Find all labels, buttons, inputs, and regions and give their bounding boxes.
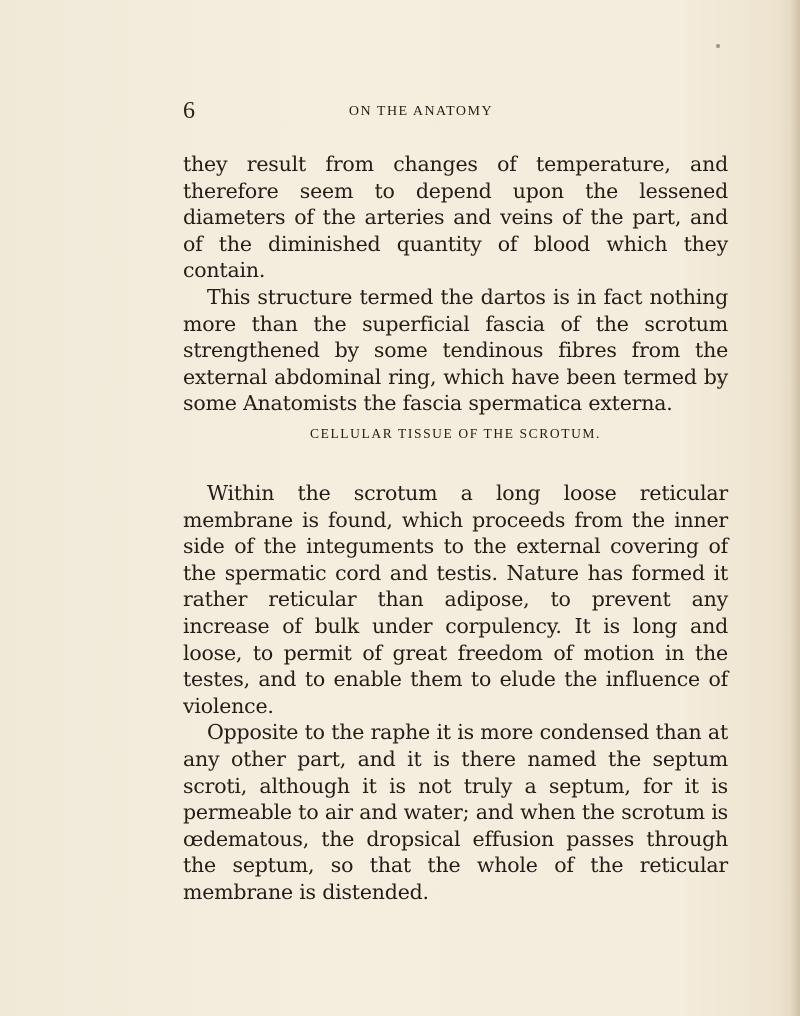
- paragraph: This structure termed the dartos is in fact nothing more than the superficial fascia of the scrotum strengthened by some tendinous fibres from the external abdominal ring, which have been termed by some Anatomists the fascia spermatica externa.: [183, 284, 728, 416]
- running-head: ON THE ANATOMY: [348, 104, 494, 119]
- page-edge-shadow: [790, 0, 800, 1016]
- section-heading: CELLULAR TISSUE OF THE SCROTUM.: [310, 426, 601, 441]
- page-header: [183, 98, 623, 126]
- paragraph: Within the scrotum a long loose reticular membrane is found, which proceeds from the inner side of the integuments to the external covering of the spermatic cord and testis. Nature has formed it rather reticular than adipose, to prevent any increase of bulk under corpulency. It is long and loose, to permit of great freedom of motion in the testes, and to enable them to elude the influence of violence.: [183, 481, 728, 718]
- text-block-bottom: [183, 480, 728, 906]
- paragraph: they result from changes of temperature, and therefore seem to depend upon the lessened diameters of the arteries and veins of the part, and of the diminished quantity of blood which they contain.: [183, 152, 728, 283]
- ink-speck: [716, 44, 720, 48]
- page-number: 6: [183, 98, 195, 124]
- paragraph: Opposite to the raphe it is more condensed than at any other part, and it is there named the septum scroti, although it is not truly a septum, for it is permeable to air and water; and when the scrotum is œdematous, the dropsical effusion passes through the septum, so that the whole of the reticular membrane is distended.: [183, 720, 728, 904]
- text-block-top: [183, 151, 728, 417]
